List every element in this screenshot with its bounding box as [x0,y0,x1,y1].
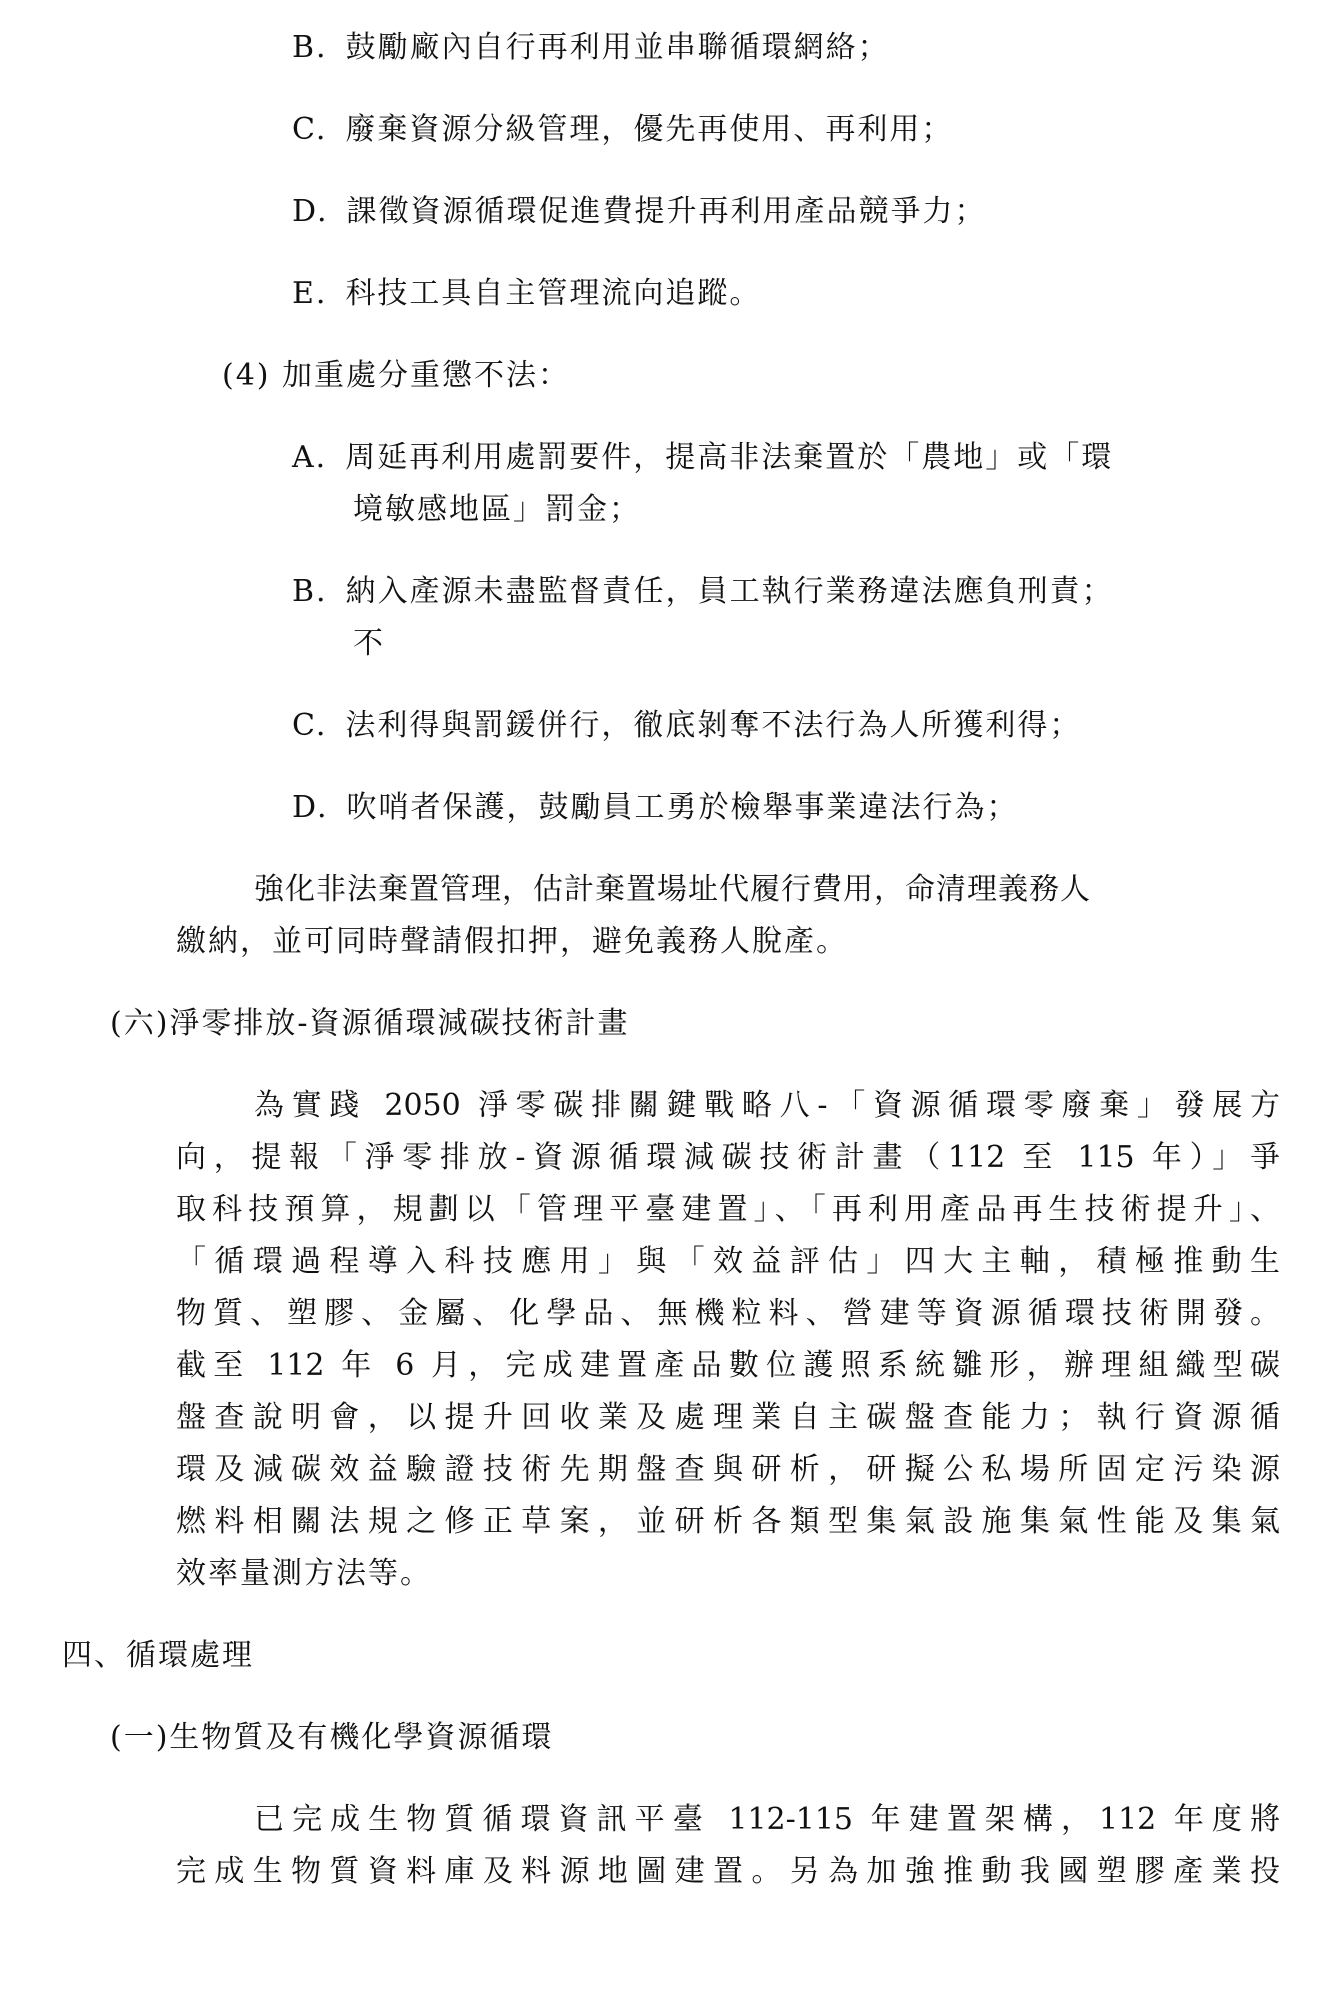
list-text: 周延再利用處罰要件，提高非法棄置於「農地」或「環 [345,440,1114,475]
paragraph-line: 物質、塑膠、金屬、化學品、無機粒料、營建等資源循環技術開發。 [176,1296,1280,1331]
subsection-heading: (4) 加重處分重懲不法： [222,358,571,393]
list-item-c [292,110,953,150]
paragraph-line: 取科技預算，規劃以「管理平臺建置」、「再利用產品再生技術提升」、 [176,1192,1280,1227]
chapter-heading: 四、循環處理 [62,1638,254,1673]
list-marker: B. [292,30,328,65]
paragraph-line: 效率量測方法等。 [176,1556,432,1591]
list-item-e [292,274,761,314]
paragraph-line: 已完成生物質循環資訊平臺 112-115 年建置架構，112 年度將 [254,1802,1280,1837]
list-marker: B. [292,574,328,609]
list-item-a [292,438,1113,478]
list-text-continuation: 不 [353,626,385,661]
list-text: 課徵資源循環促進費提升再利用產品競爭力； [346,194,987,229]
paragraph-line: 繳納，並可同時聲請假扣押，避免義務人脫產。 [176,924,848,959]
paragraph-line: 環及減碳效益驗證技術先期盤查與研析，研擬公私場所固定污染源 [176,1452,1280,1487]
list-marker: D. [292,790,329,825]
list-text: 廢棄資源分級管理，優先再使用、再利用； [345,112,954,147]
list-item-d [292,192,987,232]
list-marker: C. [292,112,328,147]
paragraph-line: 完成生物質資料庫及料源地圖建置。另為加強推動我國塑膠產業投 [176,1854,1280,1889]
paragraph-line: 盤查說明會，以提升回收業及處理業自主碳盤查能力；執行資源循 [176,1400,1280,1435]
list-text-continuation: 境敏感地區」罰金； [353,492,641,527]
list-text: 吹哨者保護，鼓勵員工勇於檢舉事業違法行為； [346,790,1019,825]
list-text: 法利得與罰鍰併行，徹底剝奪不法行為人所獲利得； [345,708,1082,743]
list-item-d [292,788,1019,828]
list-text: 鼓勵廠內自行再利用並串聯循環網絡； [345,30,890,65]
list-text: 納入產源未盡監督責任，員工執行業務違法應負刑責； [345,574,1114,609]
list-item-c [292,706,1081,746]
list-marker: C. [292,708,328,743]
paragraph-line: 強化非法棄置管理，估計棄置場址代履行費用，命清理義務人 [254,872,1091,907]
paragraph-line: 為實踐 2050 淨零碳排關鍵戰略八-「資源循環零廢棄」發展方 [254,1088,1280,1123]
list-marker: A. [292,440,328,475]
paragraph-line: 截至 112 年 6 月，完成建置產品數位護照系統雛形，辦理組織型碳 [176,1348,1280,1383]
section-heading: (六)淨零排放-資源循環減碳技術計畫 [110,1006,630,1041]
list-text: 科技工具自主管理流向追蹤。 [345,276,762,311]
list-marker: D. [292,194,329,229]
section-heading: (一)生物質及有機化學資源循環 [110,1720,554,1755]
paragraph-line: 「循環過程導入科技應用」與「效益評估」四大主軸，積極推動生 [176,1244,1280,1279]
list-marker: E. [292,276,328,311]
list-item-b [292,572,1114,612]
paragraph-line: 燃料相關法規之修正草案，並研析各類型集氣設施集氣性能及集氣 [176,1504,1280,1539]
paragraph-line: 向，提報「淨零排放-資源循環減碳技術計畫（112 至 115 年）」爭 [176,1140,1280,1175]
list-item-b [292,28,890,68]
